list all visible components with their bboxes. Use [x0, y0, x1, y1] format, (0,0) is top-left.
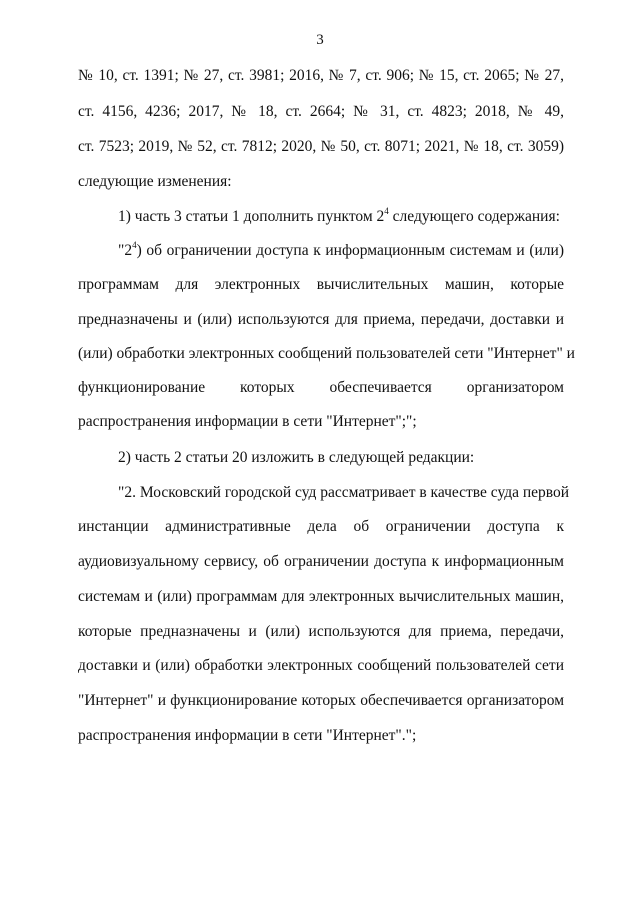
quote-2-line-8: распространения информации в сети "Интернет".";	[78, 727, 417, 744]
quote-2-line-5: которые предназначены и (или) используются для приема, передачи,	[78, 623, 564, 640]
quote-2-line-4: системам и (или) программам для электронных вычислительных машин,	[78, 588, 564, 605]
quote-2-line-7: "Интернет" и функционирование которых обеспечивается организатором	[78, 692, 564, 709]
item-1-text-start: 1) часть 3 статьи 1 дополнить пунктом	[118, 208, 377, 225]
quote-1-line-1	[118, 242, 564, 260]
quote-1-line-5: функционирование которых обеспечивается организатором	[78, 379, 564, 396]
quote-1-line-4: (или) обработки электронных сообщений пользователей сети "Интернет" и	[78, 345, 575, 362]
quote-1-line-3: предназначены и (или) используются для приема, передачи, доставки и	[78, 311, 564, 328]
item-1-text-end: следующего содержания:	[388, 208, 560, 225]
body-line-4: следующие изменения:	[78, 173, 232, 190]
quote-1-line-6: распространения информации в сети "Интернет";";	[78, 413, 417, 430]
item-1-superscript: 4	[384, 206, 389, 216]
body-line-2: ст. 4156, 4236; 2017, № 18, ст. 2664; № 31, ст. 4823; 2018, № 49,	[78, 103, 564, 120]
page-number: 3	[316, 32, 324, 48]
item-1-line	[118, 208, 564, 226]
quote-1-prefix: "2	[118, 242, 133, 259]
quote-2-line-3: аудиовизуальному сервису, об ограничении доступа к информационным	[78, 553, 564, 570]
quote-2-line-6: доставки и (или) обработки электронных сообщений пользователей сети	[78, 657, 564, 674]
quote-1-line-2: программам для электронных вычислительных машин, которые	[78, 276, 564, 293]
quote-2-line-1: "2. Московский городской суд рассматривает в качестве суда первой	[118, 484, 570, 501]
item-2-line: 2) часть 2 статьи 20 изложить в следующей редакции:	[118, 449, 475, 466]
body-line-3: ст. 7523; 2019, № 52, ст. 7812; 2020, № 50, ст. 8071; 2021, № 18, ст. 3059)	[78, 138, 564, 155]
item-1-base: 2	[376, 208, 385, 225]
body-line-1: № 10, ст. 1391; № 27, ст. 3981; 2016, № 7, ст. 906; № 15, ст. 2065; № 27,	[78, 67, 564, 84]
quote-2-line-2: инстанции административные дела об ограничении доступа к	[78, 518, 564, 535]
quote-1-superscript: 4	[132, 240, 137, 250]
quote-1-rest: ) об ограничении доступа к информационным системам и (или)	[136, 242, 564, 259]
